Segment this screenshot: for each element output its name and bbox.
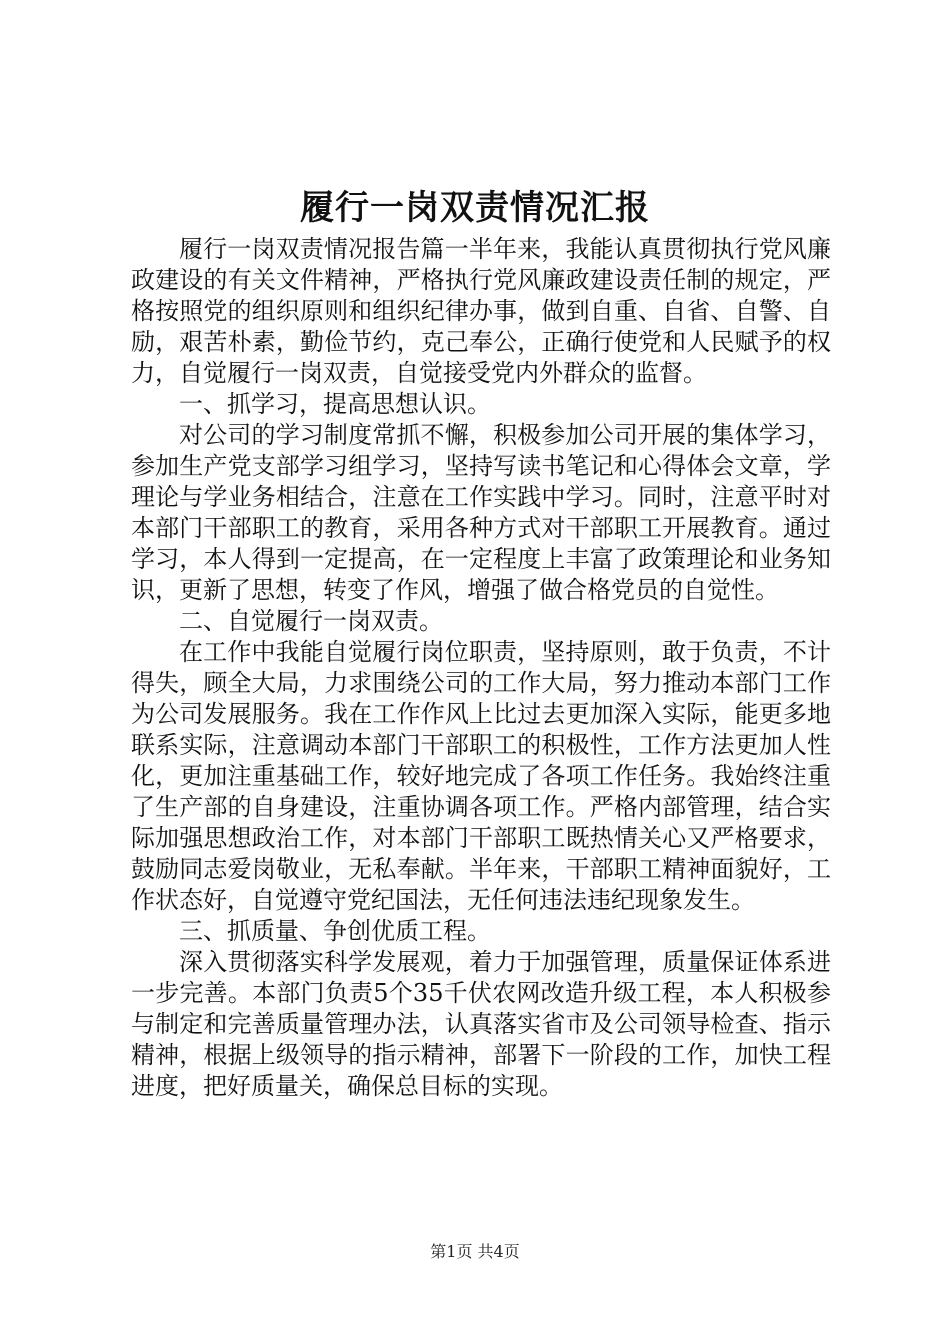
section-heading-1: 一、抓学习，提高思想认识。 — [179, 390, 491, 418]
document-body — [131, 234, 831, 1102]
paragraph-duties: 在工作中我能自觉履行岗位职责，坚持原则，敢于负责，不计得失，顾全大局，力求围绕公司的工作大局，努力推动本部门工作为公司发展服务。我在工作作风上比过去更加深入实际，能更多地联系实际，注意调动本部门干部职工的积极性，工作方法更加人性化，更加注重基础工作，较好地完成了各项工作任务。我始终注重了生产部的自身建设，注重协调各项工作。严格内部管理，结合实际加强思想政治工作，对本部门干部职工既热情关心又严格要求，鼓励同志爱岗敬业，无私奉献。半年来，干部职工精神面貌好，工作状态好，自觉遵守党纪国法，无任何违法违纪现象发生。 — [131, 638, 831, 914]
section-heading-3: 三、抓质量、争创优质工程。 — [179, 917, 491, 945]
paragraph-study: 对公司的学习制度常抓不懈，积极参加公司开展的集体学习，参加生产党支部学习组学习，坚持写读书笔记和心得体会文章，学理论与学业务相结合，注意在工作实践中学习。同时，注意平时对本部门干部职工的教育，采用各种方式对干部职工开展教育。通过学习，本人得到一定提高，在一定程度上丰富了政策理论和业务知识，更新了思想，转变了作风，增强了做合格党员的自觉性。 — [131, 421, 831, 604]
paragraph-quality: 深入贯彻落实科学发展观，着力于加强管理，质量保证体系进一步完善。本部门负责5个35千伏农网改造升级工程，本人积极参与制定和完善质量管理办法，认真落实省市及公司领导检查、指示精神，根据上级领导的指示精神，部署下一阶段的工作，加快工程进度，把好质量关，确保总目标的实现。 — [131, 948, 831, 1100]
page-number-footer: 第1页 共4页 — [430, 1242, 520, 1261]
paragraph-intro: 履行一岗双责情况报告篇一半年来，我能认真贯彻执行党风廉政建设的有关文件精神，严格执行党风廉政建设责任制的规定，严格按照党的组织原则和组织纪律办事，做到自重、自省、自警、自励，艰苦朴素，勤俭节约，克己奉公，正确行使党和人民赋予的权力，自觉履行一岗双责，自觉接受党内外群众的监督。 — [131, 235, 831, 387]
section-heading-2: 二、自觉履行一岗双责。 — [179, 607, 443, 635]
document-title: 履行一岗双责情况汇报 — [300, 188, 650, 228]
